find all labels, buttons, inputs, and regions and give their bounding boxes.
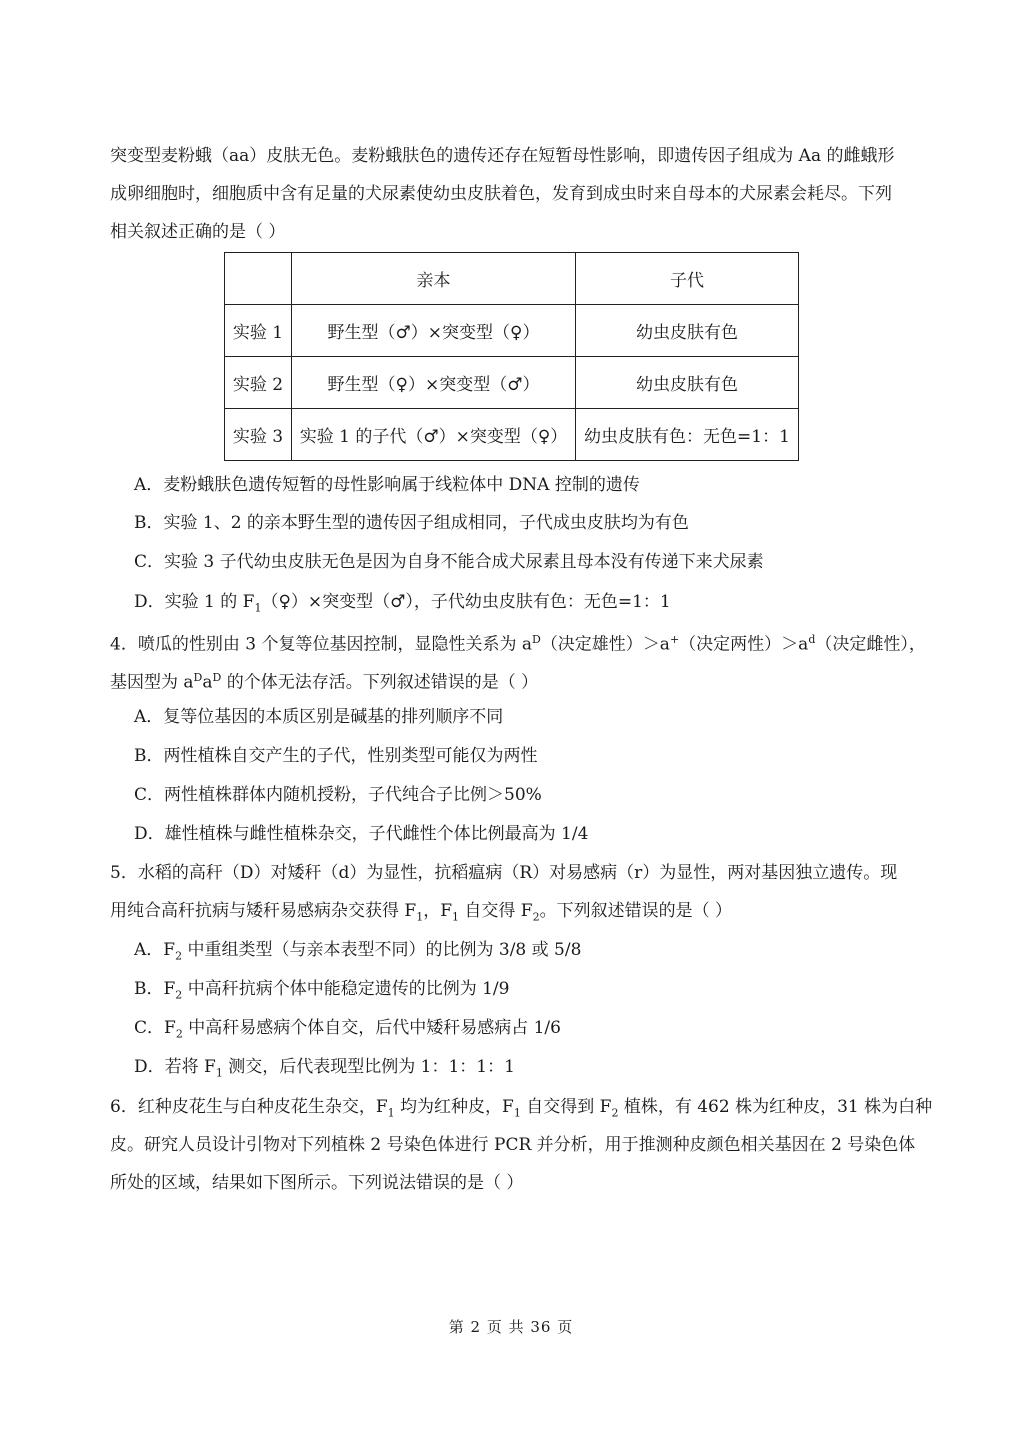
text-run: C．F <box>134 1018 176 1038</box>
text-run: （决定两性）＞a <box>679 634 809 655</box>
q3-option-c: C．实验 3 子代幼虫皮肤无色是因为自身不能合成犬尿素且母本没有传递下来犬尿素 <box>134 552 764 572</box>
text-run: B．F <box>134 979 176 999</box>
text-run: 用纯合高秆抗病与矮秆易感病杂交获得 F <box>110 901 417 921</box>
subscript: 2 <box>611 1106 619 1120</box>
text-run: 自交得到 F <box>520 1097 612 1117</box>
table-cell: 野生型（♀）×突变型（♂） <box>292 357 576 409</box>
text-run: 。下列叙述错误的是（ ） <box>539 901 733 921</box>
superscript: D <box>212 671 222 684</box>
q4-stem-line-1 <box>110 628 926 657</box>
table-cell: 幼虫皮肤有色 <box>576 305 799 357</box>
table-cell: 幼虫皮肤有色 <box>576 357 799 409</box>
superscript: D <box>193 671 203 684</box>
subscript: 1 <box>513 1106 521 1120</box>
table-cell: 实验 1 的子代（♂）×突变型（♀） <box>292 409 576 461</box>
table-cell: 野生型（♂）×突变型（♀） <box>292 305 576 357</box>
text-run: 中高秆抗病个体中能稳定遗传的比例为 1/9 <box>182 979 510 999</box>
table-header-cell: 子代 <box>576 253 799 305</box>
superscript: D <box>531 633 541 646</box>
q4-option-a: A．复等位基因的本质区别是碱基的排列顺序不同 <box>134 707 504 727</box>
subscript: 2 <box>175 949 183 963</box>
text-run: 中高秆易感病个体自交，后代中矮秆易感病占 1/6 <box>182 1018 561 1038</box>
text-run: （决定雌性）， <box>815 634 926 655</box>
text-run: 4．喷瓜的性别由 3 个复等位基因控制，显隐性关系为 a <box>110 634 532 655</box>
text-run: 基因型为 a <box>110 672 194 693</box>
q5-option-b <box>134 977 509 1007</box>
table-row <box>225 305 799 357</box>
text-run: A．F <box>134 940 176 960</box>
q5-stem-line-2 <box>110 899 732 929</box>
q5-option-a <box>134 938 581 968</box>
text-run: 自交得 F <box>459 901 533 921</box>
superscript: + <box>669 633 680 646</box>
experiment-table <box>224 252 799 461</box>
text-run: D．实验 1 的 F <box>134 592 255 612</box>
q5-option-c <box>134 1016 561 1046</box>
text-run: 的个体无法存活。下列叙述错误的是（ ） <box>221 672 539 693</box>
text-run: 测交，后代表现型比例为 1：1：1：1 <box>222 1057 515 1077</box>
q6-stem-line-1 <box>110 1095 932 1125</box>
superscript: d <box>808 633 816 646</box>
text-run: ，F <box>423 901 452 921</box>
text-run: 均为红种皮，F <box>394 1097 514 1117</box>
table-cell: 实验 2 <box>225 357 292 409</box>
q5-stem-line-1: 5．水稻的高秆（D）对矮秆（d）为显性，抗稻瘟病（R）对易感病（r）为显性，两对基因独立遗传。现 <box>110 863 898 883</box>
intro-line-3: 相关叙述正确的是（ ） <box>110 222 286 242</box>
page-footer: 第 2 页 共 36 页 <box>448 1318 574 1336</box>
text-run: 中重组类型（与亲本表型不同）的比例为 3/8 或 5/8 <box>182 940 582 960</box>
table-cell: 幼虫皮肤有色：无色=1：1 <box>576 409 799 461</box>
text-run: （♀）×突变型（♂），子代幼虫皮肤有色：无色=1：1 <box>261 592 671 612</box>
q6-stem-line-2: 皮。研究人员设计引物对下列植株 2 号染色体进行 PCR 并分析，用于推测种皮颜色相关基因在 2 号染色体 <box>110 1135 916 1155</box>
table-cell: 实验 1 <box>225 305 292 357</box>
intro-line-2: 成卵细胞时，细胞质中含有足量的犬尿素使幼虫皮肤着色，发育到成虫时来自母本的犬尿素会耗尽。下列 <box>110 184 892 204</box>
subscript: 2 <box>175 1027 183 1041</box>
q5-option-d <box>134 1055 515 1085</box>
q4-option-c: C．两性植株群体内随机授粉，子代纯合子比例＞50% <box>134 785 542 805</box>
text-run: 植株，有 462 株为红种皮，31 株为白种 <box>618 1097 933 1117</box>
q4-stem-line-2 <box>110 666 538 695</box>
subscript: 2 <box>175 988 183 1002</box>
q4-option-b: B．两性植株自交产生的子代，性别类型可能仅为两性 <box>134 746 538 766</box>
subscript: 2 <box>532 910 540 924</box>
q3-option-a: A．麦粉蛾肤色遗传短暂的母性影响属于线粒体中 DNA 控制的遗传 <box>134 475 640 495</box>
text-run: 6．红种皮花生与白种皮花生杂交，F <box>110 1097 388 1117</box>
subscript: 1 <box>254 601 262 615</box>
table-header-cell <box>225 253 292 305</box>
table-row <box>225 409 799 461</box>
text-run: D．若将 F <box>134 1057 216 1077</box>
table-row <box>225 357 799 409</box>
table-header-cell: 亲本 <box>292 253 576 305</box>
intro-line-1: 突变型麦粉蛾（aa）皮肤无色。麦粉蛾肤色的遗传还存在短暂母性影响，即遗传因子组成为 Aa 的雌蛾形 <box>110 146 895 166</box>
table-cell: 实验 3 <box>225 409 292 461</box>
subscript: 1 <box>215 1066 223 1080</box>
subscript: 1 <box>416 910 424 924</box>
text-run: a <box>202 672 213 693</box>
subscript: 1 <box>452 910 459 924</box>
table-header-row <box>225 253 799 305</box>
q4-option-d: D．雄性植株与雌性植株杂交，子代雌性个体比例最高为 1/4 <box>134 824 589 844</box>
subscript: 1 <box>387 1106 395 1120</box>
q6-stem-line-3: 所处的区域，结果如下图所示。下列说法错误的是（ ） <box>110 1173 524 1193</box>
q3-option-d <box>134 590 671 620</box>
q3-option-b: B．实验 1、2 的亲本野生型的遗传因子组成相同，子代成虫皮肤均为有色 <box>134 513 689 533</box>
text-run: （决定雄性）＞a <box>540 634 670 655</box>
